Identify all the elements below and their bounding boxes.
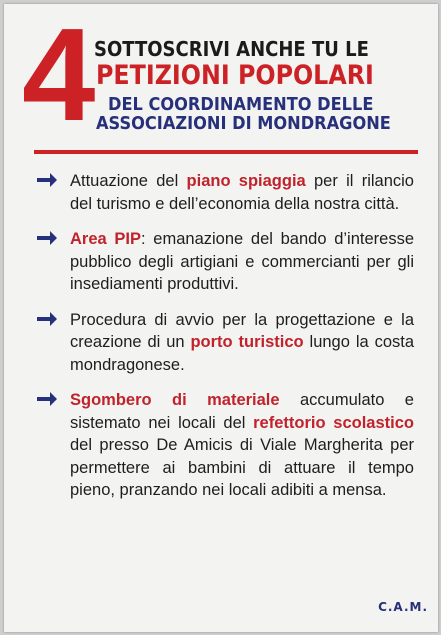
item-text-part: : emanazione del bando d’interesse pubblico degli artigiani e commercianti per gli insediamenti produttivi. — [70, 230, 414, 293]
item-highlight: piano spiaggia — [186, 172, 306, 190]
petition-item-4 — [34, 389, 414, 502]
arrow-right-icon — [36, 171, 58, 189]
red-divider — [34, 150, 418, 154]
petition-item-2 — [34, 228, 414, 296]
petition-item-text — [70, 170, 414, 215]
petition-number: 4 — [22, 1, 92, 148]
signature-cam: C.A.M. — [378, 600, 428, 614]
headline-line-4: ASSOCIAZIONI DI MONDRAGONE — [96, 113, 391, 134]
item-text-part: per il rilancio del turismo e dell’economia della nostra città. — [70, 172, 414, 213]
arrow-right-icon — [36, 390, 58, 408]
item-highlight: porto turistico — [190, 333, 304, 351]
item-highlight: Area PIP — [70, 230, 141, 248]
headline-line-2: PETIZIONI POPOLARI — [96, 60, 374, 91]
arrow-right-icon — [36, 310, 58, 328]
petition-list — [34, 170, 414, 515]
item-text-part: del presso De Amicis di Viale Margherita per permettere ai bambini di attuare il tempo pieno, pranzando nei locali adibiti a mensa. — [70, 436, 414, 499]
item-highlight: refettorio scolastico — [253, 413, 414, 432]
item-text-part: lungo la costa mondragonese. — [70, 333, 415, 374]
petition-item-text — [70, 228, 414, 296]
petition-item-text — [70, 309, 414, 377]
headline-line-1: SOTTOSCRIVI ANCHE TU LE — [94, 37, 369, 61]
arrow-right-icon — [36, 229, 58, 247]
item-text-part: accumulato e sistemato nei locali del — [70, 391, 414, 432]
item-highlight: Sgombero di materiale — [70, 391, 280, 409]
poster-header — [4, 1, 438, 154]
item-text-part: Procedura di avvio per la progettazione e la creazione di un — [70, 310, 414, 351]
headline-line-3: DEL COORDINAMENTO DELLE — [108, 94, 374, 115]
petition-item-text — [70, 389, 414, 502]
petition-item-1 — [34, 170, 414, 215]
petition-item-3 — [34, 309, 414, 377]
poster-sheet — [4, 1, 438, 632]
item-text-part: Attuazione del — [70, 172, 187, 190]
